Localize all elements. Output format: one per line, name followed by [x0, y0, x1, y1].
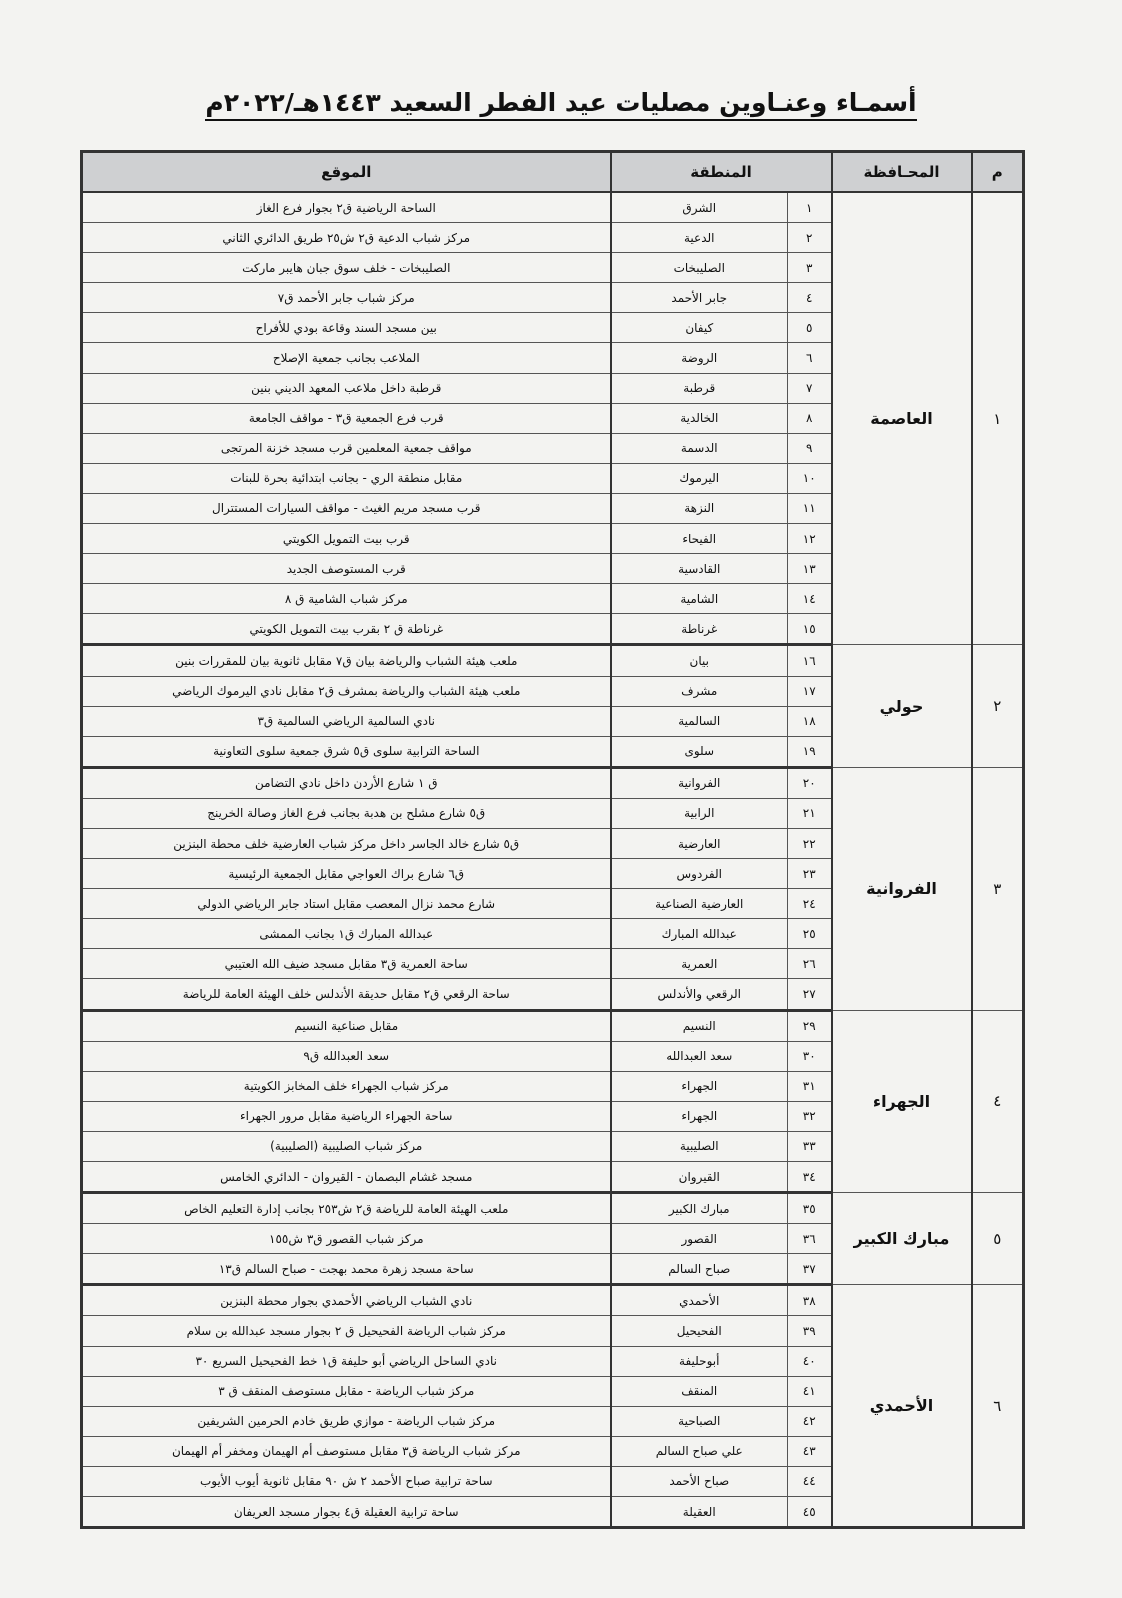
area-cell: صباح الأحمد [611, 1466, 788, 1496]
area-cell: سلوى [611, 736, 788, 767]
location-cell: مقابل منطقة الري - بجانب ابتدائية بحرة للبنات [82, 463, 611, 493]
header-location: الموقع [82, 152, 611, 193]
row-number-cell: ٣٣ [788, 1131, 832, 1161]
location-cell: ساحة الجهراء الرياضية مقابل مرور الجهراء [82, 1101, 611, 1131]
area-cell: الصليبية [611, 1131, 788, 1161]
location-cell: غرناطة ق ٢ بقرب بيت التمويل الكويتي [82, 614, 611, 645]
row-number-cell: ١٤ [788, 584, 832, 614]
location-cell: مركز شباب الرياضة - مقابل مستوصف المنقف ق ٣ [82, 1376, 611, 1406]
area-cell: عبدالله المبارك [611, 919, 788, 949]
row-number-cell: ٣٨ [788, 1285, 832, 1316]
area-cell: مشرف [611, 676, 788, 706]
location-cell: قرب فرع الجمعية ق٣ - مواقف الجامعة [82, 403, 611, 433]
location-cell: ملعب الهيئة العامة للرياضة ق٢ ش٢٥٣ بجانب إدارة التعليم الخاص [82, 1193, 611, 1224]
table-row [82, 645, 1024, 676]
area-cell: الفحيحيل [611, 1316, 788, 1346]
location-cell: مركز شباب الجهراء خلف المخابز الكويتية [82, 1071, 611, 1101]
table-header-row [82, 152, 1024, 193]
location-cell: ساحة الرقعي ق٢ مقابل حديقة الأندلس خلف الهيئة العامة للرياضة [82, 979, 611, 1010]
header-m: م [972, 152, 1024, 193]
governorate-cell: حولي [832, 645, 972, 767]
governorate-cell: العاصمة [832, 192, 972, 645]
location-cell: ساحة العمرية ق٣ مقابل مسجد ضيف الله العتيبي [82, 949, 611, 979]
area-cell: النسيم [611, 1010, 788, 1041]
table-row [82, 1285, 1024, 1316]
area-cell: أبوحليفة [611, 1346, 788, 1376]
location-cell: قرب مسجد مريم الغيث - مواقف السيارات المستترال [82, 493, 611, 523]
area-cell: الأحمدي [611, 1285, 788, 1316]
location-cell: ق٦ شارع براك العواجي مقابل الجمعية الرئيسية [82, 859, 611, 889]
area-cell: الجهراء [611, 1101, 788, 1131]
area-cell: العارضية الصناعية [611, 889, 788, 919]
location-cell: مركز شباب جابر الأحمد ق٧ [82, 283, 611, 313]
row-number-cell: ٢٢ [788, 828, 832, 858]
row-number-cell: ٣٥ [788, 1193, 832, 1224]
row-number-cell: ٤٣ [788, 1436, 832, 1466]
location-cell: الملاعب بجانب جمعية الإصلاح [82, 343, 611, 373]
row-number-cell: ٢٦ [788, 949, 832, 979]
area-cell: الرابية [611, 798, 788, 828]
location-cell: سعد العبدالله ق٩ [82, 1041, 611, 1071]
location-cell: مركز شباب الصليبية (الصليبية) [82, 1131, 611, 1161]
row-number-cell: ١٨ [788, 706, 832, 736]
area-cell: الجهراء [611, 1071, 788, 1101]
area-cell: النزهة [611, 493, 788, 523]
row-number-cell: ١ [788, 192, 832, 223]
location-cell: ق٥ شارع خالد الجاسر داخل مركز شباب العارضية خلف محطة البنزين [82, 828, 611, 858]
area-cell: الفروانية [611, 767, 788, 798]
row-number-cell: ٣٤ [788, 1162, 832, 1193]
area-cell: الرقعي والأندلس [611, 979, 788, 1010]
group-number-cell: ٣ [972, 767, 1024, 1010]
area-cell: القيروان [611, 1162, 788, 1193]
location-cell: مواقف جمعية المعلمين قرب مسجد خزنة المرتجى [82, 433, 611, 463]
row-number-cell: ١٢ [788, 524, 832, 554]
governorate-cell: الأحمدي [832, 1285, 972, 1528]
governorate-cell: الفروانية [832, 767, 972, 1010]
group-number-cell: ٥ [972, 1193, 1024, 1285]
row-number-cell: ٢١ [788, 798, 832, 828]
row-number-cell: ٣٩ [788, 1316, 832, 1346]
area-cell: الصليبخات [611, 253, 788, 283]
location-cell: قرطبة داخل ملاعب المعهد الديني بنين [82, 373, 611, 403]
location-cell: نادي الشباب الرياضي الأحمدي بجوار محطة البنزين [82, 1285, 611, 1316]
area-cell: العقيلة [611, 1497, 788, 1528]
location-cell: الصليبخات - خلف سوق جبان هايبر ماركت [82, 253, 611, 283]
row-number-cell: ٣٦ [788, 1224, 832, 1254]
location-cell: مركز شباب الدعية ق٢ ش٢٥ طريق الدائري الثاني [82, 223, 611, 253]
table-row [82, 1010, 1024, 1041]
row-number-cell: ٣ [788, 253, 832, 283]
governorate-cell: مبارك الكبير [832, 1193, 972, 1285]
row-number-cell: ٢٥ [788, 919, 832, 949]
group-number-cell: ٦ [972, 1285, 1024, 1528]
row-number-cell: ٥ [788, 313, 832, 343]
area-cell: الصباحية [611, 1406, 788, 1436]
row-number-cell: ١٥ [788, 614, 832, 645]
row-number-cell: ١٩ [788, 736, 832, 767]
row-number-cell: ٢٠ [788, 767, 832, 798]
location-cell: مركز شباب الرياضة ق٣ مقابل مستوصف أم الهيمان ومخفر أم الهيمان [82, 1436, 611, 1466]
table-row [82, 767, 1024, 798]
area-cell: السالمية [611, 706, 788, 736]
row-number-cell: ٤٠ [788, 1346, 832, 1376]
table-row [82, 192, 1024, 223]
location-cell: الساحة الرياضية ق٢ بجوار فرع الغاز [82, 192, 611, 223]
area-cell: الخالدية [611, 403, 788, 433]
area-cell: علي صباح السالم [611, 1436, 788, 1466]
document-title-text: أسمـاء وعنـاوين مصليات عيد الفطر السعيد ١٤٤٣هـ/٢٠٢٢م [205, 88, 916, 121]
area-cell: الشامية [611, 584, 788, 614]
row-number-cell: ٣٧ [788, 1254, 832, 1285]
header-governorate: المحـافظة [832, 152, 972, 193]
location-cell: مقابل صناعية النسيم [82, 1010, 611, 1041]
area-cell: بيان [611, 645, 788, 676]
location-cell: مسجد غشام البصمان - القيروان - الدائري الخامس [82, 1162, 611, 1193]
table-body [82, 192, 1024, 1528]
area-cell: الدسمة [611, 433, 788, 463]
row-number-cell: ٤٢ [788, 1406, 832, 1436]
row-number-cell: ٤١ [788, 1376, 832, 1406]
area-cell: مبارك الكبير [611, 1193, 788, 1224]
group-number-cell: ١ [972, 192, 1024, 645]
governorate-cell: الجهراء [832, 1010, 972, 1193]
row-number-cell: ٧ [788, 373, 832, 403]
row-number-cell: ٦ [788, 343, 832, 373]
area-cell: الفيحاء [611, 524, 788, 554]
location-cell: نادي السالمية الرياضي السالمية ق٣ [82, 706, 611, 736]
row-number-cell: ١١ [788, 493, 832, 523]
row-number-cell: ١٠ [788, 463, 832, 493]
area-cell: جابر الأحمد [611, 283, 788, 313]
row-number-cell: ٩ [788, 433, 832, 463]
location-cell: قرب بيت التمويل الكويتي [82, 524, 611, 554]
table-row [82, 1193, 1024, 1224]
location-cell: مركز شباب الرياضة - موازي طريق خادم الحرمين الشريفين [82, 1406, 611, 1436]
location-cell: مركز شباب القصور ق٣ ش١٥٥ [82, 1224, 611, 1254]
location-cell: الساحة الترابية سلوى ق٥ شرق جمعية سلوى التعاونية [82, 736, 611, 767]
area-cell: قرطبة [611, 373, 788, 403]
area-cell: الشرق [611, 192, 788, 223]
area-cell: الفردوس [611, 859, 788, 889]
location-cell: ساحة ترابية صباح الأحمد ٢ ش ٩٠ مقابل ثانوية أيوب الأيوب [82, 1466, 611, 1496]
location-cell: قرب المستوصف الجديد [82, 554, 611, 584]
row-number-cell: ١٧ [788, 676, 832, 706]
location-cell: ساحة مسجد زهرة محمد بهجت - صباح السالم ق١٣ [82, 1254, 611, 1285]
row-number-cell: ٤٤ [788, 1466, 832, 1496]
area-cell: الدعية [611, 223, 788, 253]
location-cell: نادي الساحل الرياضي أبو حليفة ق١ خط الفحيحيل السريع ٣٠ [82, 1346, 611, 1376]
row-number-cell: ٢٣ [788, 859, 832, 889]
group-number-cell: ٤ [972, 1010, 1024, 1193]
area-cell: القصور [611, 1224, 788, 1254]
location-cell: ق٥ شارع مشلح بن هدبة بجانب فرع الغاز وصالة الخرينج [82, 798, 611, 828]
row-number-cell: ١٣ [788, 554, 832, 584]
area-cell: العارضية [611, 828, 788, 858]
document-title [0, 88, 1122, 117]
prayer-grounds-table [80, 150, 1025, 1529]
header-area: المنطقة [611, 152, 832, 193]
row-number-cell: ٣٠ [788, 1041, 832, 1071]
location-cell: ق ١ شارع الأردن داخل نادي التضامن [82, 767, 611, 798]
location-cell: ساحة ترابية العقيلة ق٤ بجوار مسجد العريفان [82, 1497, 611, 1528]
area-cell: اليرموك [611, 463, 788, 493]
area-cell: صباح السالم [611, 1254, 788, 1285]
row-number-cell: ١٦ [788, 645, 832, 676]
location-cell: شارع محمد نزال المعصب مقابل استاد جابر الرياضي الدولي [82, 889, 611, 919]
row-number-cell: ٢٤ [788, 889, 832, 919]
location-cell: مركز شباب الرياضة الفحيحيل ق ٢ بجوار مسجد عبدالله بن سلام [82, 1316, 611, 1346]
location-cell: ملعب هيئة الشباب والرياضة بيان ق٧ مقابل ثانوية بيان للمقررات بنين [82, 645, 611, 676]
row-number-cell: ٤٥ [788, 1497, 832, 1528]
area-cell: سعد العبدالله [611, 1041, 788, 1071]
location-cell: عبدالله المبارك ق١ بجانب الممشى [82, 919, 611, 949]
area-cell: غرناطة [611, 614, 788, 645]
row-number-cell: ٢٩ [788, 1010, 832, 1041]
row-number-cell: ٤ [788, 283, 832, 313]
location-cell: بين مسجد السند وقاعة بودي للأفراح [82, 313, 611, 343]
row-number-cell: ٨ [788, 403, 832, 433]
location-cell: مركز شباب الشامية ق ٨ [82, 584, 611, 614]
row-number-cell: ٣٢ [788, 1101, 832, 1131]
area-cell: العمرية [611, 949, 788, 979]
group-number-cell: ٢ [972, 645, 1024, 767]
area-cell: كيفان [611, 313, 788, 343]
location-cell: ملعب هيئة الشباب والرياضة بمشرف ق٢ مقابل نادي اليرموك الرياضي [82, 676, 611, 706]
area-cell: المنقف [611, 1376, 788, 1406]
area-cell: القادسية [611, 554, 788, 584]
row-number-cell: ٢٧ [788, 979, 832, 1010]
area-cell: الروضة [611, 343, 788, 373]
row-number-cell: ٣١ [788, 1071, 832, 1101]
row-number-cell: ٢ [788, 223, 832, 253]
